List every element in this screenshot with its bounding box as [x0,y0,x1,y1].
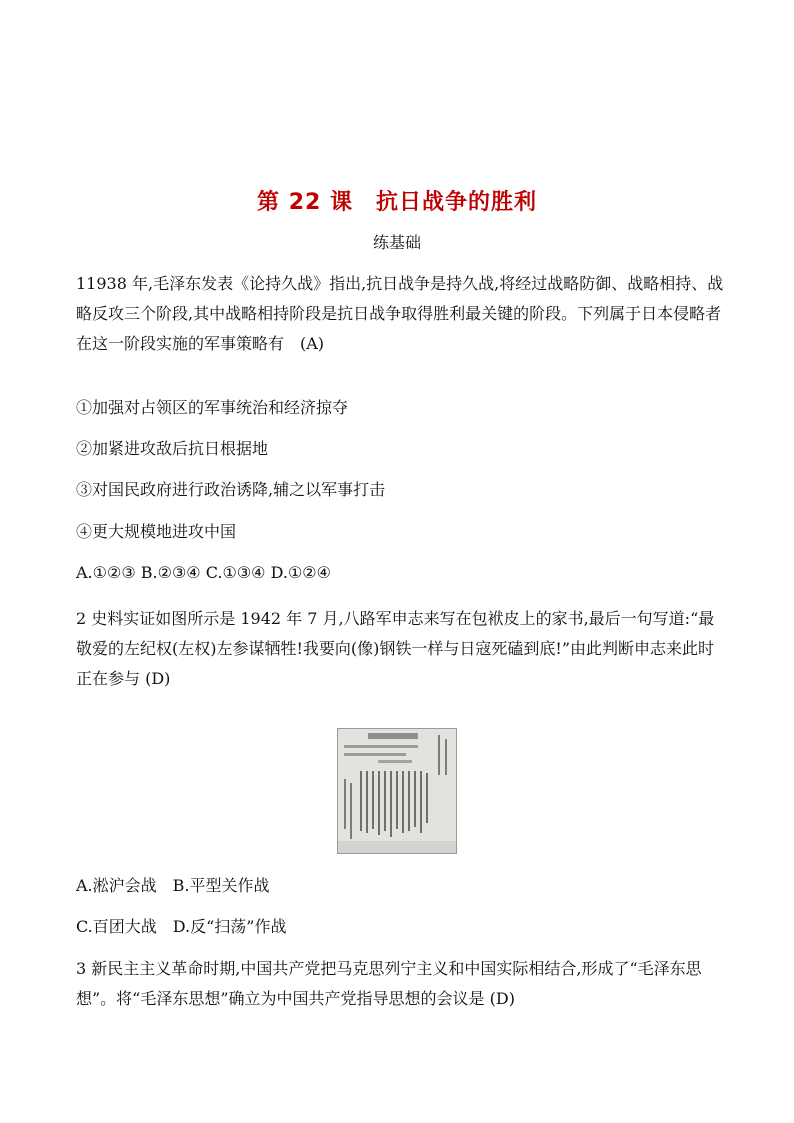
question-1-stem: 11938 年,毛泽东发表《论持久战》指出,抗日战争是持久战,将经过战略防御、战略相持、战略反攻三个阶段,其中战略相持阶段是抗日战争取得胜利最关键的阶段。下列属于日本侵略者在这一阶段实施的军事策略有 (A) [76,274,724,353]
question-2-options: A.淞沪会战 B.平型关作战 [76,876,270,895]
question-3-stem: 3 新民主主义革命时期,中国共产党把马克思列宁主义和中国实际相结合,形成了“毛泽东思想”。将“毛泽东思想”确立为中国共产党指导思想的会议是 (D) [76,959,702,1008]
question-1-item: ②加紧进攻敌后抗日根据地 [76,439,269,458]
lesson-title: 第 22 课 抗日战争的胜利 [257,190,537,215]
question-2-stem: 2 史料实证如图所示是 1942 年 7 月,八路军申志来写在包袱皮上的家书,最后一句写道:“最敬爱的左纪权(左权)左参谋牺牲!我要向(像)钢铁一样与日寇死磕到底!”由此判断申志来此时正在参与 (D) [76,609,715,688]
question-2-options: C.百团大战 D.反“扫荡”作战 [76,917,287,936]
question-1-options: A.①②③ B.②③④ C.①③④ D.①②④ [76,563,331,582]
question-1-item: ①加强对占领区的军事统治和经济掠夺 [76,398,349,417]
letter-photo-icon [337,728,457,854]
question-1-item: ④更大规模地进攻中国 [76,522,237,541]
section-subtitle: 练基础 [372,233,421,252]
question-1-item: ③对国民政府进行政治诱降,辅之以军事打击 [76,480,386,499]
